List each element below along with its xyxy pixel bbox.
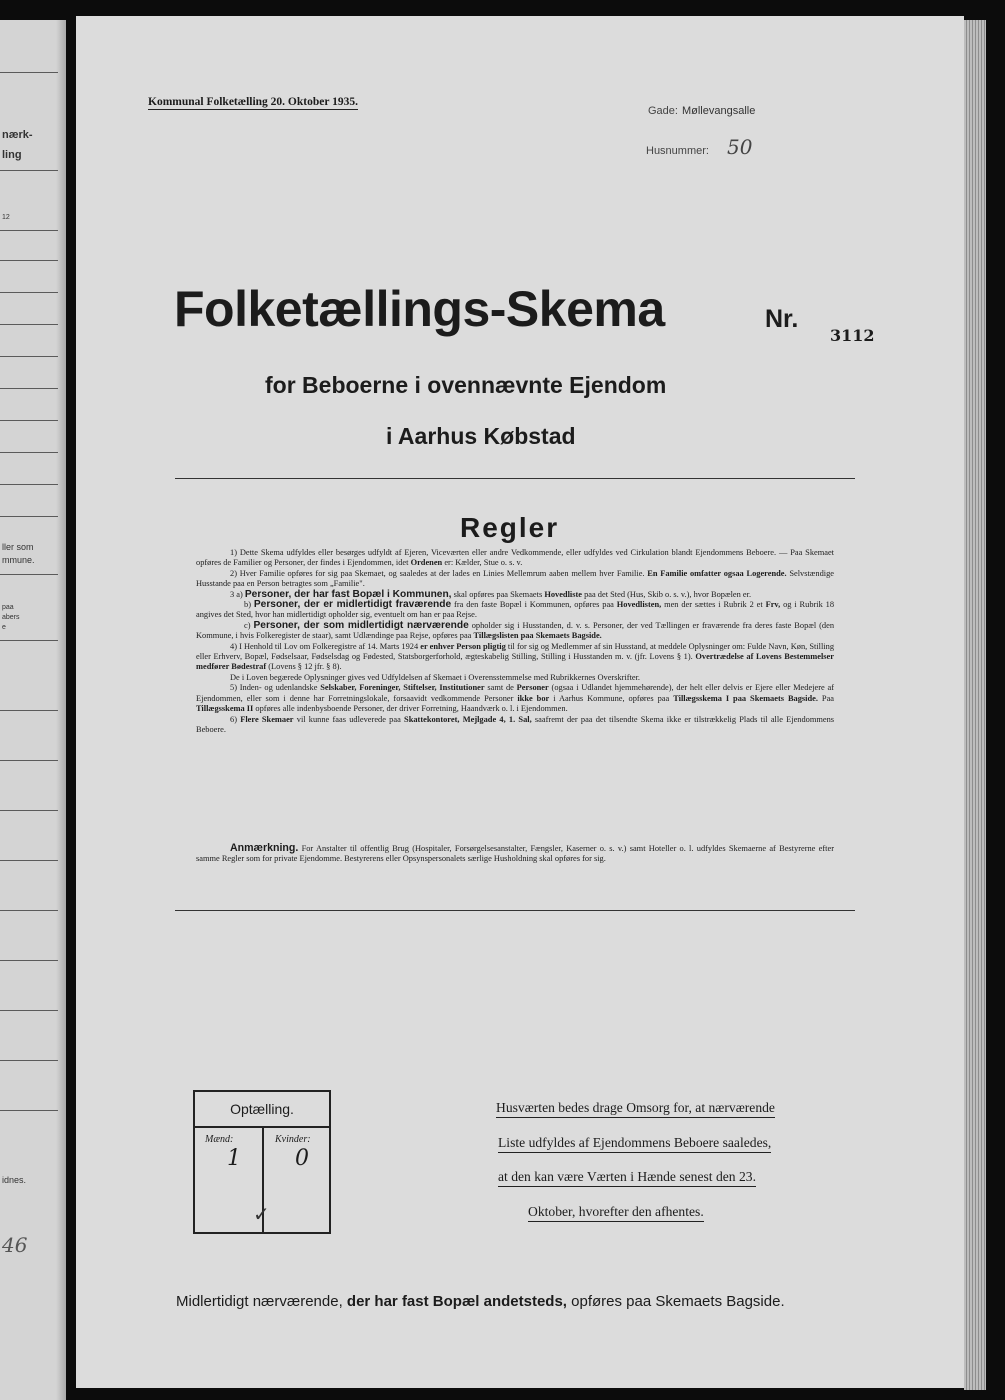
- left-page-rule: [0, 420, 58, 421]
- rule-5: 5) Inden- og udenlandske Selskaber, Foreninger, Stiftelser, Institutioner samt de Personer (ogsaa i Udlandet hjemmehørende), der helt eller delvis er Ejere eller Medejere af Ejendommen, eller som i denne har Forretningslokale, forsaavidt vedkommende Personer ikke bor i Aarhus Kommune, opføres paa Tillægsskema I paa Skemaets Bagside. Paa Tillægsskema II opføres alle indenbysboende Personer, der driver Forretning, Haandværk o. l. i Ejendommen.: [196, 683, 835, 714]
- left-page-rule: [0, 860, 58, 861]
- footer-part: Midlertidigt nærværende,: [176, 1293, 343, 1310]
- annotation-text: For Anstalter til offentlig Brug (Hospitaler, Forsørgelsesanstalter, Fængsler, Kaserner o. s. v.) samt Hoteller o. l. udfyldes Skemaerne af Bestyrerne efter samme Regler som for private Ejendomme. Bestyrerens eller Opsynspersonalets særlige Husholdning skal opføres for sig.: [196, 844, 835, 864]
- house-number-field: [646, 135, 752, 159]
- annotation-label: Anmærkning.: [230, 842, 299, 854]
- count-box-title: Optælling.: [195, 1092, 329, 1128]
- men-label: Mænd:: [205, 1134, 234, 1145]
- rule-4-note: De i Loven begærede Oplysninger gives ved Udfyldelsen af Skemaet i Overensstemmelse med Rubrikkernes Overskrifter.: [230, 672, 641, 682]
- rule-1: 1) Dette Skema udfyldes eller besørges udfyldt af Ejeren, Viceværten eller andre Vedkommende, eller udfyldes ved Cirkulation blandt Ejendommens Beboere. — Paa Skemaet opføres de Familier og Personer, der findes i Ejendommen, idet Ordenen er: Kælder, Stue o. s. v.: [196, 548, 834, 568]
- left-page-rule: [0, 260, 58, 261]
- left-page-fragment: idnes.: [2, 1175, 27, 1185]
- left-facing-page: [0, 20, 66, 1400]
- left-page-rule: [0, 324, 58, 325]
- left-page-rule: [0, 1110, 58, 1111]
- left-page-rule: [0, 910, 58, 911]
- left-page-fragment: abers: [2, 614, 20, 621]
- left-page-rule: [0, 292, 58, 293]
- left-page-fragment: ling: [2, 149, 22, 161]
- rules-heading: Regler: [460, 512, 560, 543]
- footer-note: [176, 1293, 785, 1310]
- checkmark-icon: ✓: [253, 1204, 270, 1226]
- rule-3b: b) Personer, der er midlertidigt fraværende fra den faste Bopæl i Kommunen, opføres paa Hovedlisten, men der sættes i Rubrik 2 et Frv, og i Rubrik 18 angives det Sted, hvor han midlertidigt opholder sig, eventuelt om han er paa Rejse.: [196, 599, 835, 620]
- left-page-rule: [0, 1060, 58, 1061]
- left-page-rule: [0, 230, 58, 231]
- rule-3c: c) Personer, der som midlertidigt nærværende opholder sig i Husstanden, d. v. s. Personer, der ved Tællingen er fraværende fra deres faste Bopæl (den Kommune, i hvis Folkeregister de staar), samt Udlændinge paa Rejse, opføres paa Tillægslisten paa Skemaets Bagside.: [196, 619, 835, 641]
- annotation-note: [196, 843, 834, 865]
- left-page-fragment: paa: [2, 604, 14, 611]
- form-subtitle: for Beboerne i ovennævnte Ejendom: [265, 372, 667, 398]
- rule-6: 6) Flere Skemaer vil kunne faas udleverede paa Skattekontoret, Mejlgade 4, 1. Sal, saafremt der paa det tilsendte Skema ikke er tilstrækkelig Plads til alle Ejendommens Beboere.: [196, 714, 835, 734]
- left-page-rule: [0, 484, 58, 485]
- footer-part: opføres paa Skemaets Bagside.: [571, 1293, 785, 1310]
- women-count: 0: [295, 1146, 309, 1171]
- left-page-rule: [0, 640, 58, 641]
- left-page-rule: [0, 1010, 58, 1011]
- left-page-rule: [0, 388, 58, 389]
- left-page-rule: [0, 574, 58, 575]
- left-page-rule: [0, 170, 58, 171]
- left-page-fragment: mmune.: [2, 555, 35, 565]
- left-page-fragment: e: [2, 624, 6, 631]
- form-subtitle-city: i Aarhus Købstad: [386, 423, 576, 449]
- rule-3a: 3 a) Personer, der har fast Bopæl i Kommunen, skal opføres paa Skemaets Hovedliste paa det Sted (Hus, Skib o. s. v.), hvor Bopælen er.: [230, 588, 752, 600]
- left-page-rule: [0, 356, 58, 357]
- landlord-note-line: Oktober, hvorefter den afhentes.: [528, 1204, 704, 1222]
- form-title: Folketællings-Skema: [174, 281, 665, 337]
- count-box-columns: [195, 1126, 329, 1232]
- left-page-fragment: ller som: [2, 542, 34, 552]
- left-page-fragment: nærk-: [2, 129, 33, 141]
- left-page-fragment: 12: [2, 214, 10, 221]
- house-number-label: Husnummer:: [646, 145, 709, 157]
- left-page-rule: [0, 960, 58, 961]
- street-value: Møllevangsalle: [681, 105, 756, 117]
- street-field: [648, 101, 755, 119]
- landlord-note-line: Husværten bedes drage Omsorg for, at nærværende: [496, 1100, 775, 1118]
- rules-text: [196, 548, 834, 735]
- house-number-value: 50: [726, 135, 753, 159]
- page-stack-edge: [964, 20, 986, 1390]
- left-page-handwritten-note: 46: [2, 1233, 28, 1257]
- street-label: Gade:: [648, 105, 678, 117]
- landlord-note-line: Liste udfyldes af Ejendommens Beboere saaledes,: [498, 1135, 771, 1153]
- form-number-value: 3112: [830, 326, 875, 345]
- landlord-note-line: at den kan være Værten i Hænde senest den 23.: [498, 1169, 756, 1187]
- left-page-rule: [0, 72, 58, 73]
- rule-4: 4) I Henhold til Lov om Folkeregistre af 14. Marts 1924 er enhver Person pligtig til for sig og Medlemmer af sin Husstand, at meddele Oplysninger om: Fulde Navn, Køn, Stilling eller Erhverv, Bopæl, Fødselsaar, Fødselsdag og Fødested, Statsborgerforhold, ægteskabelig Stilling, Stilling i Husstanden m. v. (jfr. Lovens § 1). Overtrædelse af Lovens Bestemmelser medfører Bødestraf (Lovens § 12 jfr. § 8).: [196, 641, 835, 672]
- left-page-rule: [0, 452, 58, 453]
- left-page-rule: [0, 710, 58, 711]
- rule-2: 2) Hver Familie opføres for sig paa Skemaet, og saaledes at der lades en Linies Mellemrum aaben mellem hver Familie. En Familie omfatter ogsaa Logerende. Selvstændige Husstande paa en Person betragtes som „Familie".: [196, 568, 834, 589]
- divider-rule: [175, 910, 855, 911]
- count-box: [193, 1090, 331, 1234]
- census-header-title: Kommunal Folketælling 20. Oktober 1935.: [148, 96, 358, 108]
- women-label: Kvinder:: [275, 1134, 311, 1145]
- men-count: 1: [227, 1146, 241, 1171]
- left-page-rule: [0, 760, 58, 761]
- footer-part-bold: der har fast Bopæl andetsteds,: [346, 1293, 567, 1310]
- divider-rule: [175, 478, 855, 479]
- left-page-rule: [0, 810, 58, 811]
- left-page-rule: [0, 516, 58, 517]
- form-number-label: Nr.: [765, 305, 799, 333]
